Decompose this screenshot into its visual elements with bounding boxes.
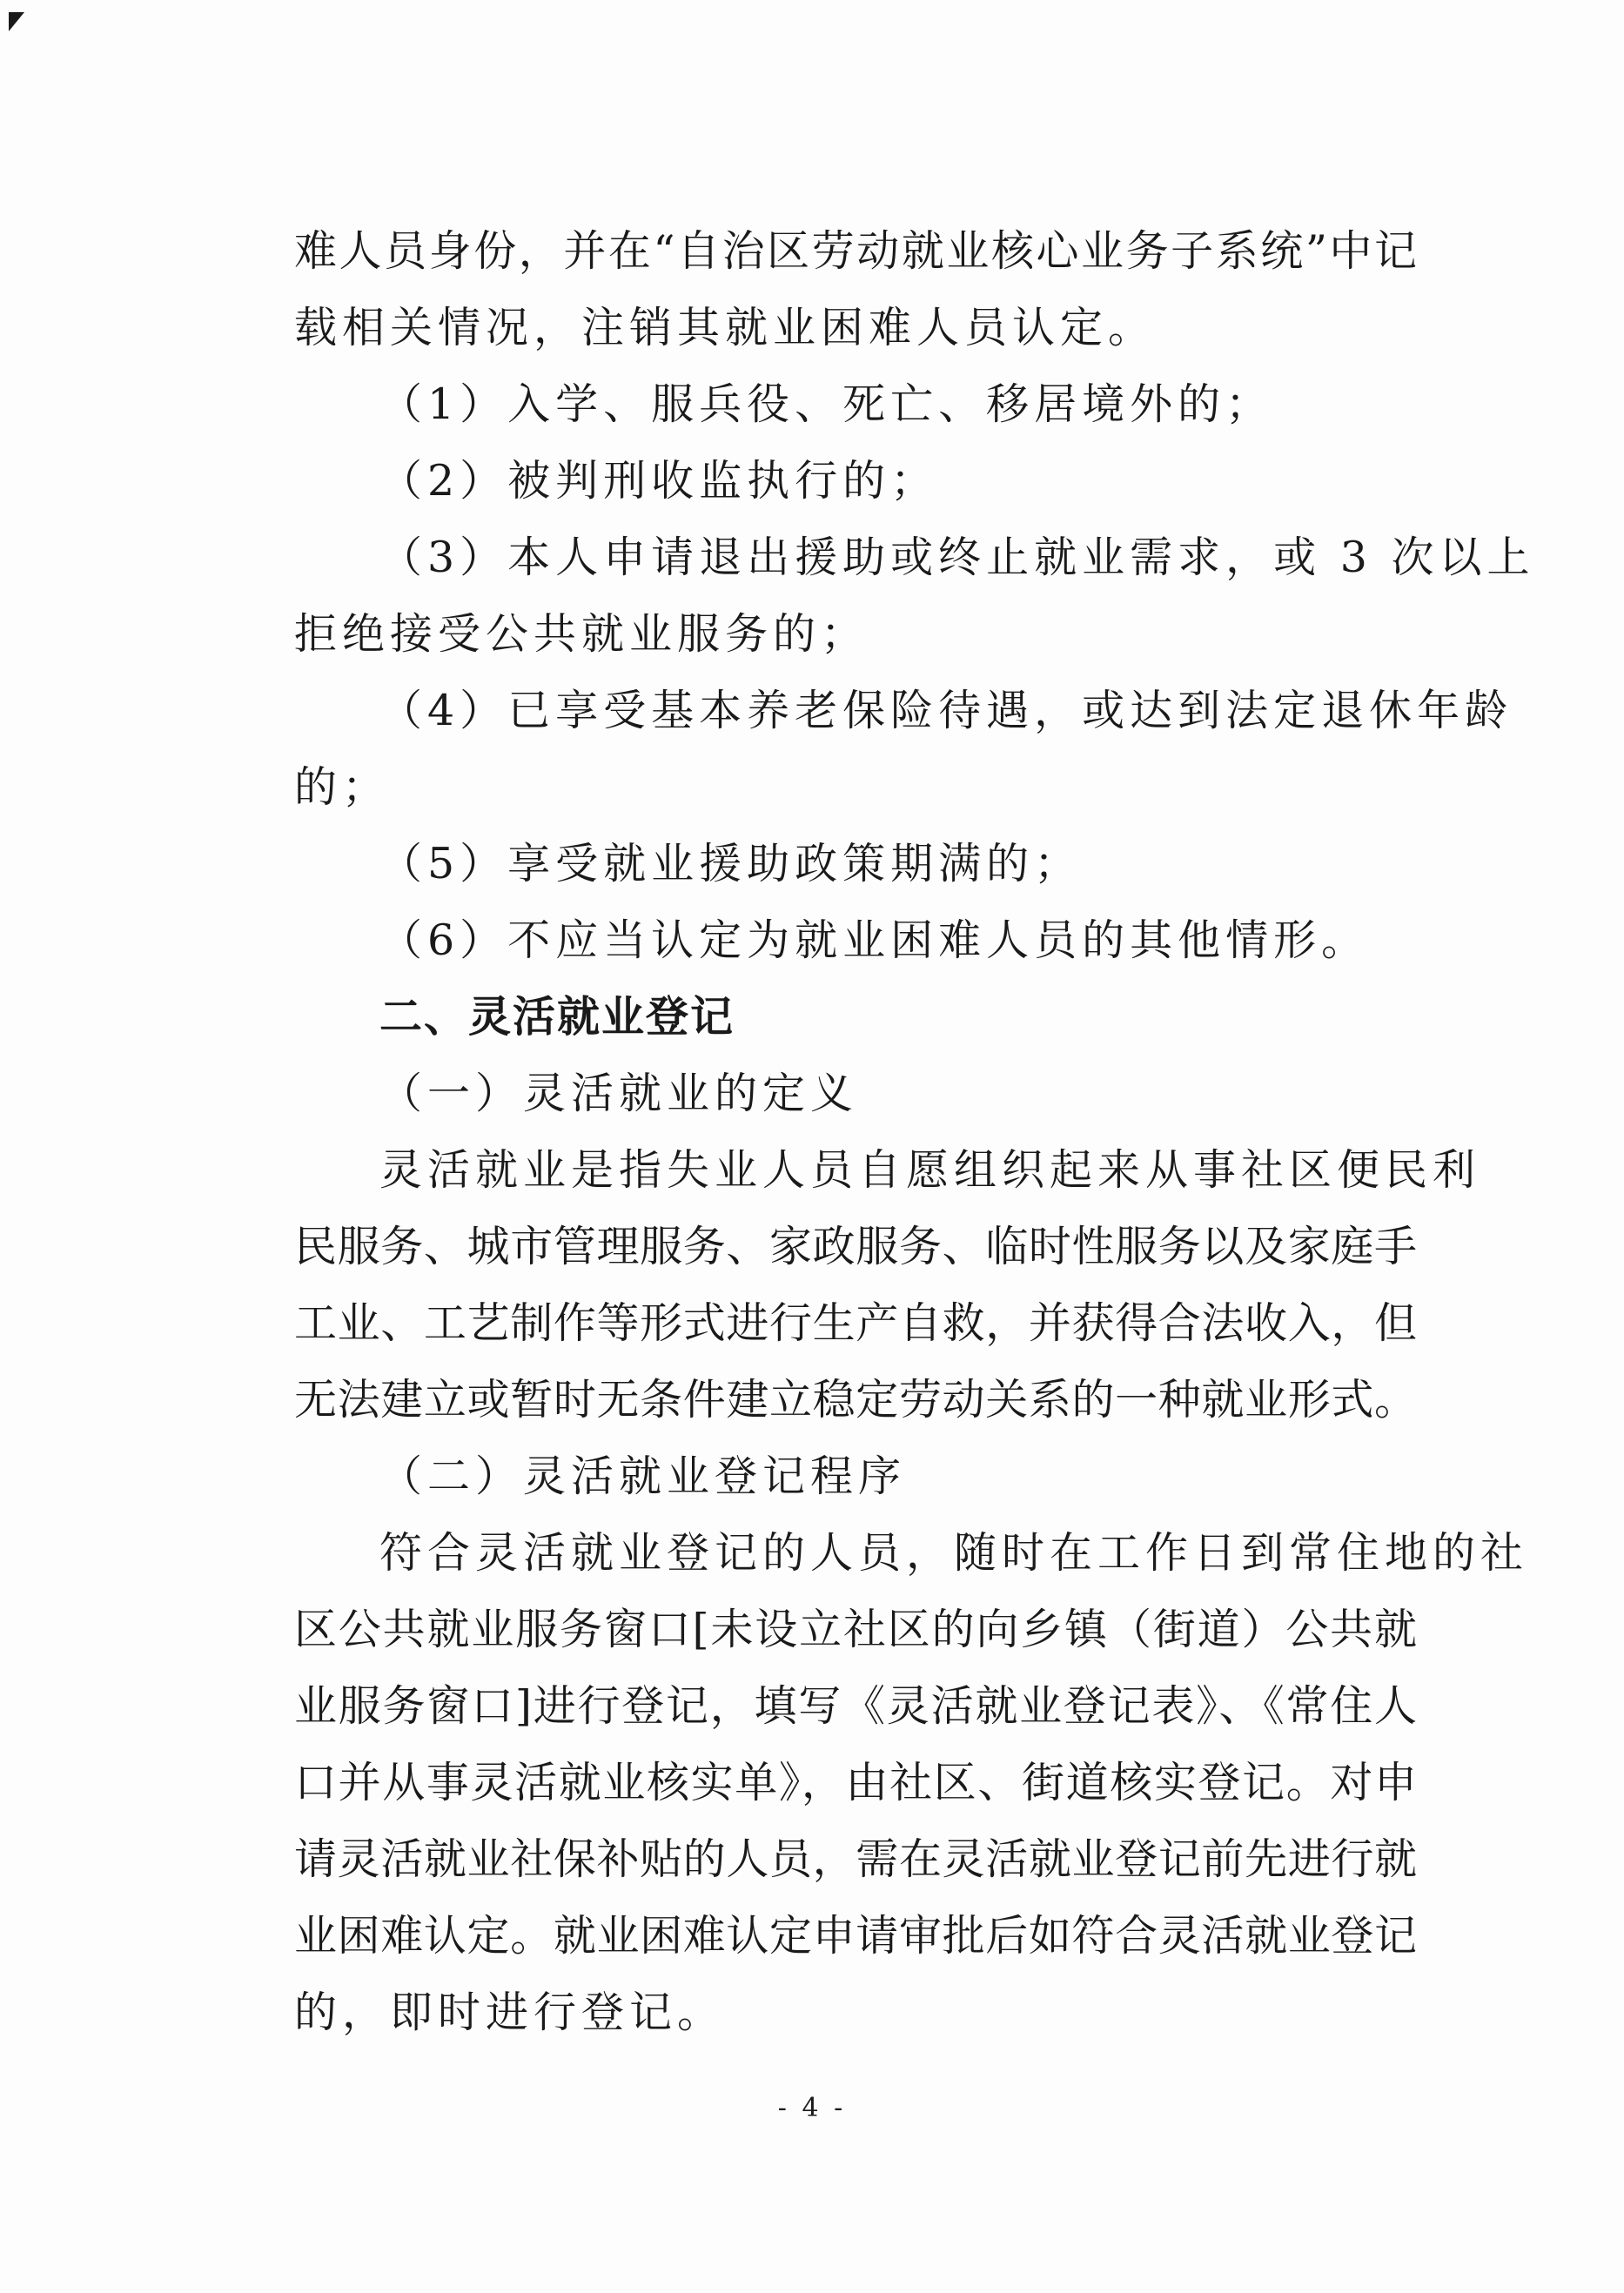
paragraph-line: 灵活就业是指失业人员自愿组织起来从事社区便民利 [379,1145,1481,1195]
list-item: （5）享受就业援助政策期满的； [379,839,1083,888]
subsection-heading: （一）灵活就业的定义 [379,1069,859,1118]
list-item: （3）本人申请退出援助或终止就业需求，或 3 次以上 [379,533,1535,582]
page-number: - 4 - [777,2093,847,2123]
corner-mark-icon [9,12,24,31]
paragraph-line: 工业、工艺制作等形式进行生产自救，并获得合法收入，但 [294,1298,1417,1348]
list-item-continuation: 拒绝接受公共就业服务的； [294,609,869,659]
list-item: （2）被判刑收监执行的； [379,456,939,506]
paragraph-line: 难人员身份，并在“自治区劳动就业核心业务子系统”中记 [294,226,1417,276]
list-item: （4）已享受基本养老保险待遇，或达到法定退休年龄 [379,686,1513,735]
document-body [294,213,1535,2051]
paragraph-line: 口并从事灵活就业核实单》，由社区、街道核实登记。对申 [294,1758,1417,1807]
paragraph-line: 的，即时进行登记。 [294,1988,726,2037]
list-item-continuation: 的； [294,762,391,812]
subsection-heading: （二）灵活就业登记程序 [379,1452,907,1501]
list-item: （1）入学、服兵役、死亡、移居境外的； [379,379,1274,429]
paragraph-line: 业服务窗口]进行登记，填写《灵活就业登记表》、《常住人 [294,1681,1417,1731]
paragraph-line: 民服务、城市管理服务、家政服务、临时性服务以及家庭手 [294,1222,1417,1271]
section-heading: 二、灵活就业登记 [379,992,735,1042]
paragraph-line: 无法建立或暂时无条件建立稳定劳动关系的一种就业形式。 [294,1375,1417,1425]
paragraph-line: 请灵活就业社保补贴的人员，需在灵活就业登记前先进行就 [294,1834,1417,1884]
paragraph-line: 业困难认定。就业困难认定申请审批后如符合灵活就业登记 [294,1911,1417,1961]
paragraph-line: 区公共就业服务窗口[未设立社区的向乡镇（街道）公共就 [294,1605,1417,1654]
paragraph-line: 符合灵活就业登记的人员，随时在工作日到常住地的社 [379,1528,1529,1578]
paragraph-line: 载相关情况，注销其就业困难人员认定。 [294,303,1157,352]
list-item: （6）不应当认定为就业困难人员的其他情形。 [379,915,1370,965]
